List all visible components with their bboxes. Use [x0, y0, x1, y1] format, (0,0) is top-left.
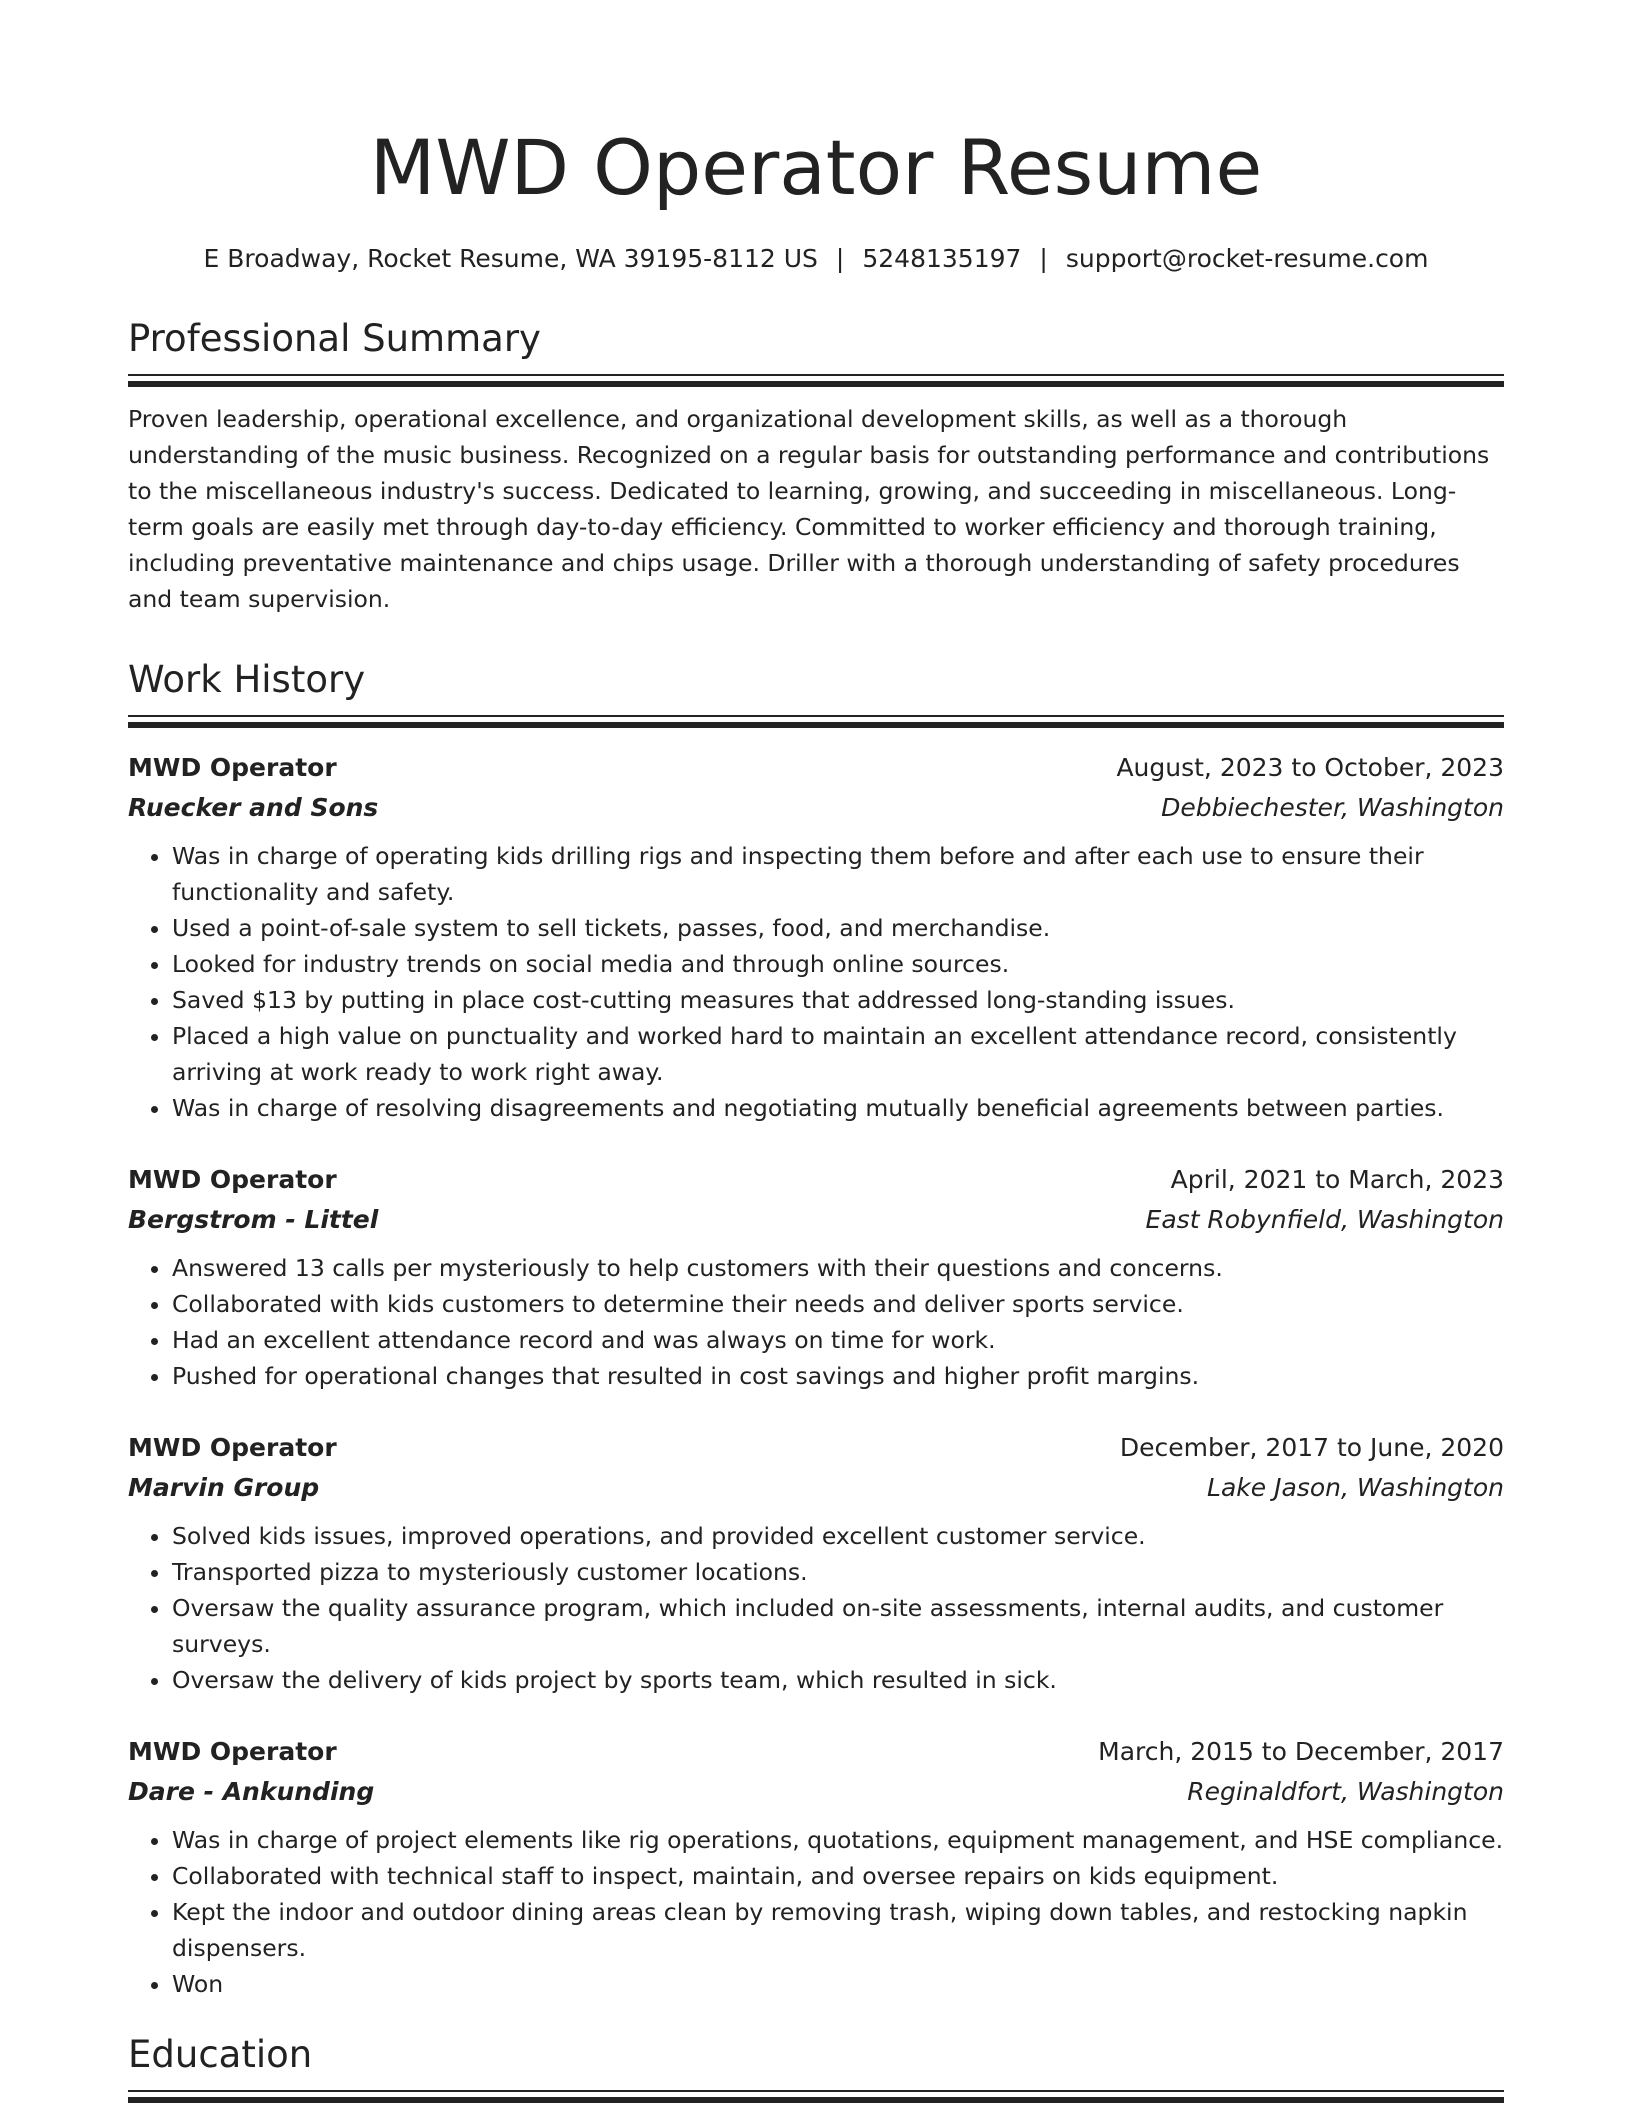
job-title: MWD Operator	[128, 1433, 337, 1462]
job-bullets	[128, 1250, 1504, 1394]
job-bullet: • Oversaw the delivery of kids project by sports team, which resulted in sick.	[172, 1662, 1504, 1698]
job-bullet: • Was in charge of operating kids drilling rigs and inspecting them before and after each use to ensure their functionality and safety.	[172, 838, 1504, 910]
job-bullet: • Collaborated with technical staff to inspect, maintain, and oversee repairs on kids equipment.	[172, 1858, 1504, 1894]
job-bullet: • Won	[172, 1966, 1504, 2002]
job-dates: April, 2021 to March, 2023	[1170, 1165, 1504, 1194]
job-bullet: • Answered 13 calls per mysteriously to help customers with their questions and concerns.	[172, 1250, 1504, 1286]
job-bullets	[128, 1518, 1504, 1698]
job-company: Dare - Ankunding	[128, 1777, 375, 1806]
job-company: Bergstrom - Littel	[128, 1205, 379, 1234]
contact-separator: |	[835, 244, 845, 273]
job-location: Lake Jason, Washington	[1207, 1473, 1504, 1502]
job-bullets	[128, 838, 1504, 1126]
job-location: Reginaldfort, Washington	[1187, 1777, 1504, 1806]
education-section	[128, 2032, 1504, 2103]
job-bullet: • Used a point-of-sale system to sell tickets, passes, food, and merchandise.	[172, 910, 1504, 946]
contact-phone: 5248135197	[862, 244, 1022, 273]
summary-text: Proven leadership, operational excellence, and organizational development skills, as well as a thorough understanding of the music business. Recognized on a regular basis for outstanding performance and contributions to the miscellaneous industry's success. Dedicated to learning, growing, and succeeding in miscellaneous. Long-term goals are easily met through day-to-day efficiency. Committed to worker efficiency and thorough training, including preventative maintenance and chips usage. Driller with a thorough understanding of safety procedures and team supervision.	[128, 405, 1490, 613]
resume-title: MWD Operator Resume	[369, 123, 1263, 212]
job-bullet: • Transported pizza to mysteriously customer locations.	[172, 1554, 1504, 1590]
job-bullet: • Pushed for operational changes that resulted in cost savings and higher profit margins.	[172, 1358, 1504, 1394]
job-bullet: • Solved kids issues, improved operations, and provided excellent customer service.	[172, 1518, 1504, 1554]
job-bullet: • Saved $13 by putting in place cost-cutting measures that addressed long-standing issues.	[172, 982, 1504, 1018]
contact-line	[128, 242, 1504, 276]
job-bullets	[128, 1822, 1504, 2002]
job-bullet: • Had an excellent attendance record and was always on time for work.	[172, 1322, 1504, 1358]
job-location: East Robynfield, Washington	[1145, 1205, 1504, 1234]
job-bullet: • Was in charge of resolving disagreements and negotiating mutually beneficial agreements between parties.	[172, 1090, 1504, 1126]
job-entry	[128, 1160, 1504, 1394]
summary-section	[128, 316, 1504, 617]
job-title: MWD Operator	[128, 1737, 337, 1766]
job-dates: August, 2023 to October, 2023	[1116, 753, 1504, 782]
job-entry	[128, 1732, 1504, 2002]
job-company: Marvin Group	[128, 1473, 320, 1502]
job-title: MWD Operator	[128, 1165, 337, 1194]
section-divider	[128, 2090, 1504, 2103]
job-dates: March, 2015 to December, 2017	[1098, 1737, 1504, 1766]
section-divider	[128, 715, 1504, 728]
resume-content	[128, 112, 1504, 2103]
job-bullet: • Collaborated with kids customers to determine their needs and deliver sports service.	[172, 1286, 1504, 1322]
contact-email[interactable]: support@rocket-resume.com	[1065, 244, 1429, 273]
job-bullet: • Looked for industry trends on social media and through online sources.	[172, 946, 1504, 982]
section-title-work: Work History	[128, 658, 366, 701]
job-bullet: • Kept the indoor and outdoor dining areas clean by removing trash, wiping down tables, and restocking napkin dispensers.	[172, 1894, 1504, 1966]
job-entry	[128, 1428, 1504, 1698]
section-title-education: Education	[128, 2033, 313, 2076]
job-company: Ruecker and Sons	[128, 793, 379, 822]
section-divider	[128, 374, 1504, 387]
job-dates: December, 2017 to June, 2020	[1119, 1433, 1504, 1462]
contact-address: E Broadway, Rocket Resume, WA 39195-8112 US	[203, 244, 818, 273]
job-title: MWD Operator	[128, 753, 337, 782]
job-bullet: • Oversaw the quality assurance program, which included on-site assessments, internal audits, and customer surveys.	[172, 1590, 1504, 1662]
job-entry	[128, 748, 1504, 1126]
job-location: Debbiechester, Washington	[1161, 793, 1504, 822]
job-bullet: • Placed a high value on punctuality and worked hard to maintain an excellent attendance record, consistently arriving at work ready to work right away.	[172, 1018, 1504, 1090]
job-bullet: • Was in charge of project elements like rig operations, quotations, equipment management, and HSE compliance.	[172, 1822, 1504, 1858]
contact-separator: |	[1039, 244, 1048, 273]
work-history-section	[128, 657, 1504, 2002]
section-title-summary: Professional Summary	[128, 317, 541, 360]
